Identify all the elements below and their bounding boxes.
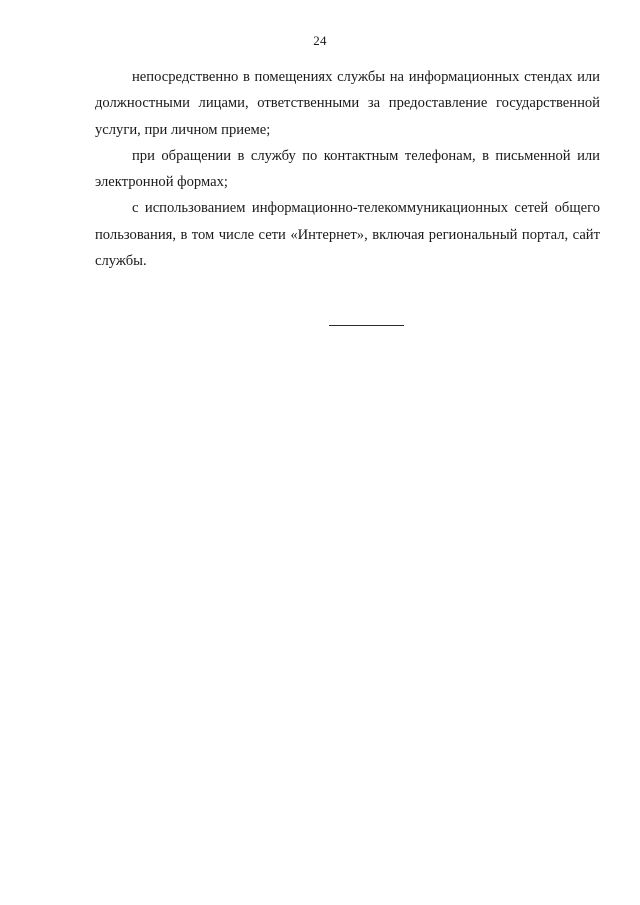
page-number: 24: [313, 33, 327, 48]
end-divider-line: [329, 325, 404, 326]
paragraph-info-stands: непосредственно в помещениях службы на информационных стендах или должностными лицами, ответственными за предоставление государственной услуги, при личном приеме;: [95, 69, 600, 138]
document-body: [95, 64, 600, 274]
paragraph-internet: с использованием информационно-телекоммуникационных сетей общего пользования, в том числе сети «Интернет», включая региональный портал, сайт службы.: [95, 200, 600, 270]
paragraph-contact-phones: при обращении в службу по контактным телефонам, в письменной или электронной формах;: [95, 147, 600, 191]
